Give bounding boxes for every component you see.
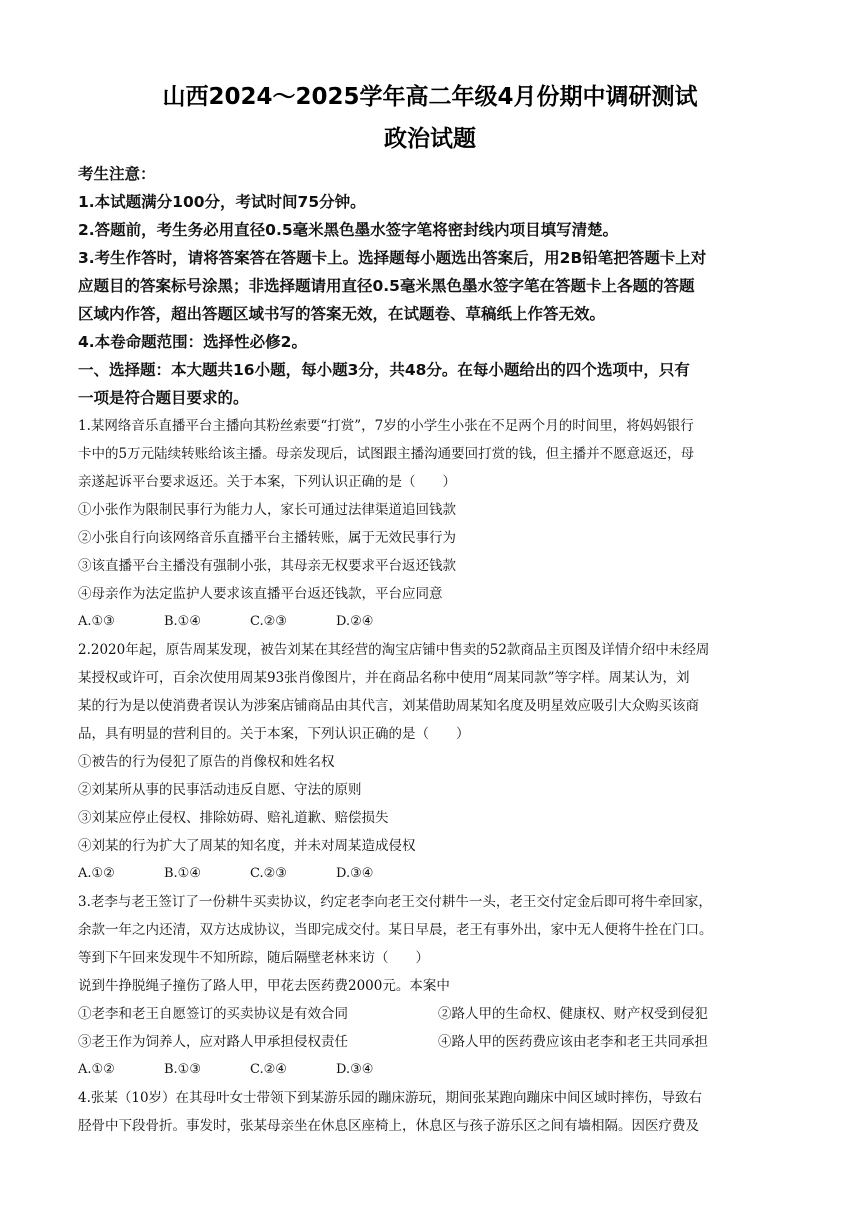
question-2-statement: ④刘某的行为扩大了周某的知名度，并未对周某造成侵权 — [78, 838, 416, 854]
option-c: C.②④ — [250, 1062, 287, 1077]
question-3-stem: 余款一年之内还清，双方达成协议，当即完成交付。某日早晨，老王有事外出，家中无人便将牛拴在门口。 — [78, 922, 713, 938]
question-3-statements-row — [78, 1000, 788, 1028]
option-d: D.②④ — [336, 614, 374, 629]
question-1-statement: ②小张自行向该网络音乐直播平台主播转账，属于无效民事行为 — [78, 530, 456, 546]
exam-title: 山西2024～2025学年高二年级4月份期中调研测试 — [162, 84, 698, 110]
question-2-stem: 某的行为是以使消费者误认为涉案店铺商品由其代言，刘某借助周某知名度及明星效应吸引大众购买该商 — [78, 698, 699, 714]
option-d: D.③④ — [336, 1062, 374, 1077]
question-1-stem: 1.某网络音乐直播平台主播向其粉丝索要“打赏”，7岁的小学生小张在不足两个月的时间里，将妈妈银行 — [78, 418, 694, 434]
question-1-statement: ④母亲作为法定监护人要求该直播平台返还钱款，平台应同意 — [78, 586, 443, 602]
section-heading: 一、选择题：本大题共16小题，每小题3分，共48分。在每小题给出的四个选项中，只有 — [78, 361, 690, 379]
option-b: B.①④ — [164, 866, 201, 881]
option-a: A.①③ — [78, 614, 115, 629]
section-heading: 一项是符合题目要求的。 — [78, 389, 249, 407]
question-3-statement: ①老李和老王自愿签订的买卖协议是有效合同 — [78, 1006, 348, 1022]
notice-item: 2.答题前，考生务必用直径0.5毫米黑色墨水签字笔将密封线内项目填写清楚。 — [78, 221, 619, 239]
notice-item: 1.本试题满分100分，考试时间75分钟。 — [78, 193, 366, 211]
option-b: B.①④ — [164, 614, 201, 629]
notice-item: 应题目的答案标号涂黑；非选择题请用直径0.5毫米黑色墨水签字笔在答题卡上各题的答题 — [78, 277, 695, 295]
question-2-statement: ①被告的行为侵犯了原告的肖像权和姓名权 — [78, 754, 335, 770]
question-3-stem: 3.老李与老王签订了一份耕牛买卖协议，约定老李向老王交付耕牛一头，老王交付定金后即可将牛牵回家， — [78, 894, 712, 910]
notice-item: 3.考生作答时，请将答案答在答题卡上。选择题每小题选出答案后，用2B铅笔把答题卡上对 — [78, 249, 707, 267]
question-2-stem: 2.2020年起，原告周某发现，被告刘某在其经营的淘宝店铺中售卖的52款商品主页图及详情介绍中未经周 — [78, 642, 710, 658]
question-2-stem: 品，具有明显的营利目的。关于本案，下列认识正确的是（ ） — [78, 726, 470, 742]
question-3-statement: ④路人甲的医药费应该由老李和老王共同承担 — [438, 1034, 708, 1050]
question-1-stem: 亲遂起诉平台要求返还。关于本案，下列认识正确的是（ ） — [78, 474, 456, 490]
option-c: C.②③ — [250, 614, 287, 629]
question-3-statement: ②路人甲的生命权、健康权、财产权受到侵犯 — [438, 1006, 708, 1022]
question-3-stem: 说到牛挣脱绳子撞伤了路人甲，甲花去医药费2000元。本案中 — [78, 978, 450, 994]
question-3-options — [78, 1056, 788, 1084]
question-2-stem: 某授权或许可，百余次使用周某93张肖像图片，并在商品名称中使用“周某同款”等字样。周某认为，刘 — [78, 670, 690, 686]
option-d: D.③④ — [336, 866, 374, 881]
question-2-statement: ③刘某应停止侵权、排除妨碍、赔礼道歉、赔偿损失 — [78, 810, 389, 826]
notice-heading: 考生注意： — [78, 165, 156, 183]
question-3-stem: 等到下午回来发现牛不知所踪，随后隔壁老林来访（ ） — [78, 950, 429, 966]
option-c: C.②③ — [250, 866, 287, 881]
question-4-stem: 胫骨中下段骨折。事发时，张某母亲坐在休息区座椅上，休息区与孩子游乐区之间有墙相隔。因医疗费及 — [78, 1118, 699, 1134]
question-1-statement: ③该直播平台主播没有强制小张，其母亲无权要求平台返还钱款 — [78, 558, 456, 574]
question-3-statements-row — [78, 1028, 788, 1056]
option-b: B.①③ — [164, 1062, 201, 1077]
question-4-stem: 4.张某（10岁）在其母叶女士带领下到某游乐园的蹦床游玩，期间张某跑向蹦床中间区域时摔伤，导致右 — [78, 1090, 703, 1106]
exam-content — [78, 160, 788, 1140]
notice-item: 区域内作答，超出答题区域书写的答案无效，在试题卷、草稿纸上作答无效。 — [78, 305, 606, 323]
question-1-statement: ①小张作为限制民事行为能力人，家长可通过法律渠道追回钱款 — [78, 502, 456, 518]
question-3-statement: ③老王作为饲养人，应对路人甲承担侵权责任 — [78, 1034, 348, 1050]
option-a: A.①② — [78, 866, 115, 881]
option-a: A.①② — [78, 1062, 115, 1077]
question-1-options — [78, 608, 788, 636]
notice-item: 4.本卷命题范围：选择性必修2。 — [78, 333, 307, 351]
question-2-statement: ②刘某所从事的民事活动违反自愿、守法的原则 — [78, 782, 362, 798]
subject-title: 政治试题 — [384, 126, 476, 152]
question-1-stem: 卡中的5万元陆续转账给该主播。母亲发现后，试图跟主播沟通要回打赏的钱，但主播并不愿意返还，母 — [78, 446, 695, 462]
question-2-options — [78, 860, 788, 888]
